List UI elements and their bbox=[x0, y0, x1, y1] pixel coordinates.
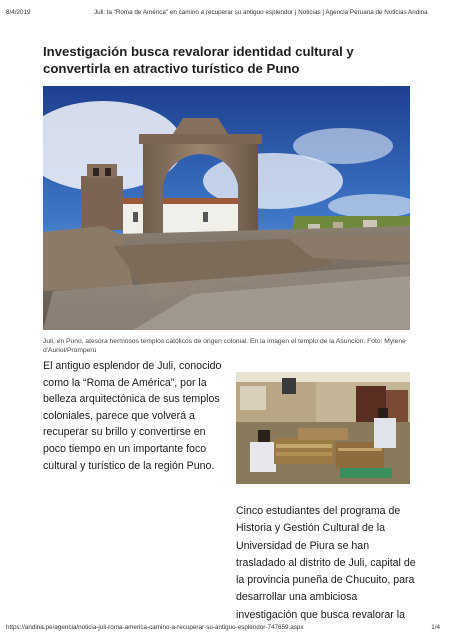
page-url: https://andina.pe/agencia/noticia-juli-roma-america-camino-a-recuperar-su-antiguo-esplendor-747659.aspx bbox=[6, 624, 304, 631]
article-title: Investigación busca revalorar identidad cultural y convertirla en atractivo turístico de Puno bbox=[43, 44, 354, 76]
page-number: 1/4 bbox=[431, 624, 440, 631]
article-lead: El antiguo esplendor de Juli, conocido como la “Roma de América”, por la belleza arquitectónica de sus templos coloniales, parece que volverá a recuperar su brillo y convertirse en poco tiempo en un importante foco cultural y turístico de la región Puno. bbox=[43, 360, 222, 472]
print-page-title: Juli: la "Roma de América" en camino a recuperar su antiguo esplendor | Noticias | Agencia Peruana de Noticias Andina bbox=[94, 9, 428, 16]
print-footer bbox=[6, 624, 446, 634]
print-date: 8/4/2019 bbox=[6, 9, 31, 16]
article-body-paragraph: Cinco estudiantes del programa de Historia y Gestión Cultural de la Universidad de Piura se han trasladado al distrito de Juli, capital de la provincia puneña de Chucuito, para desarrollar una ambiciosa investigación que busca revalorar la bbox=[236, 505, 416, 621]
hero-photo-graphic bbox=[43, 86, 410, 330]
photo-caption: Juli, en Puno, atesora hermosos templos católicos de origen colonial. En la imagen el templo de la Asunción. Foto: Mylene d'Auriol/Promperú bbox=[43, 338, 406, 354]
print-header bbox=[6, 9, 446, 19]
hero-photo bbox=[43, 86, 410, 330]
inline-photo-graphic bbox=[236, 372, 410, 484]
inline-photo bbox=[236, 372, 410, 484]
